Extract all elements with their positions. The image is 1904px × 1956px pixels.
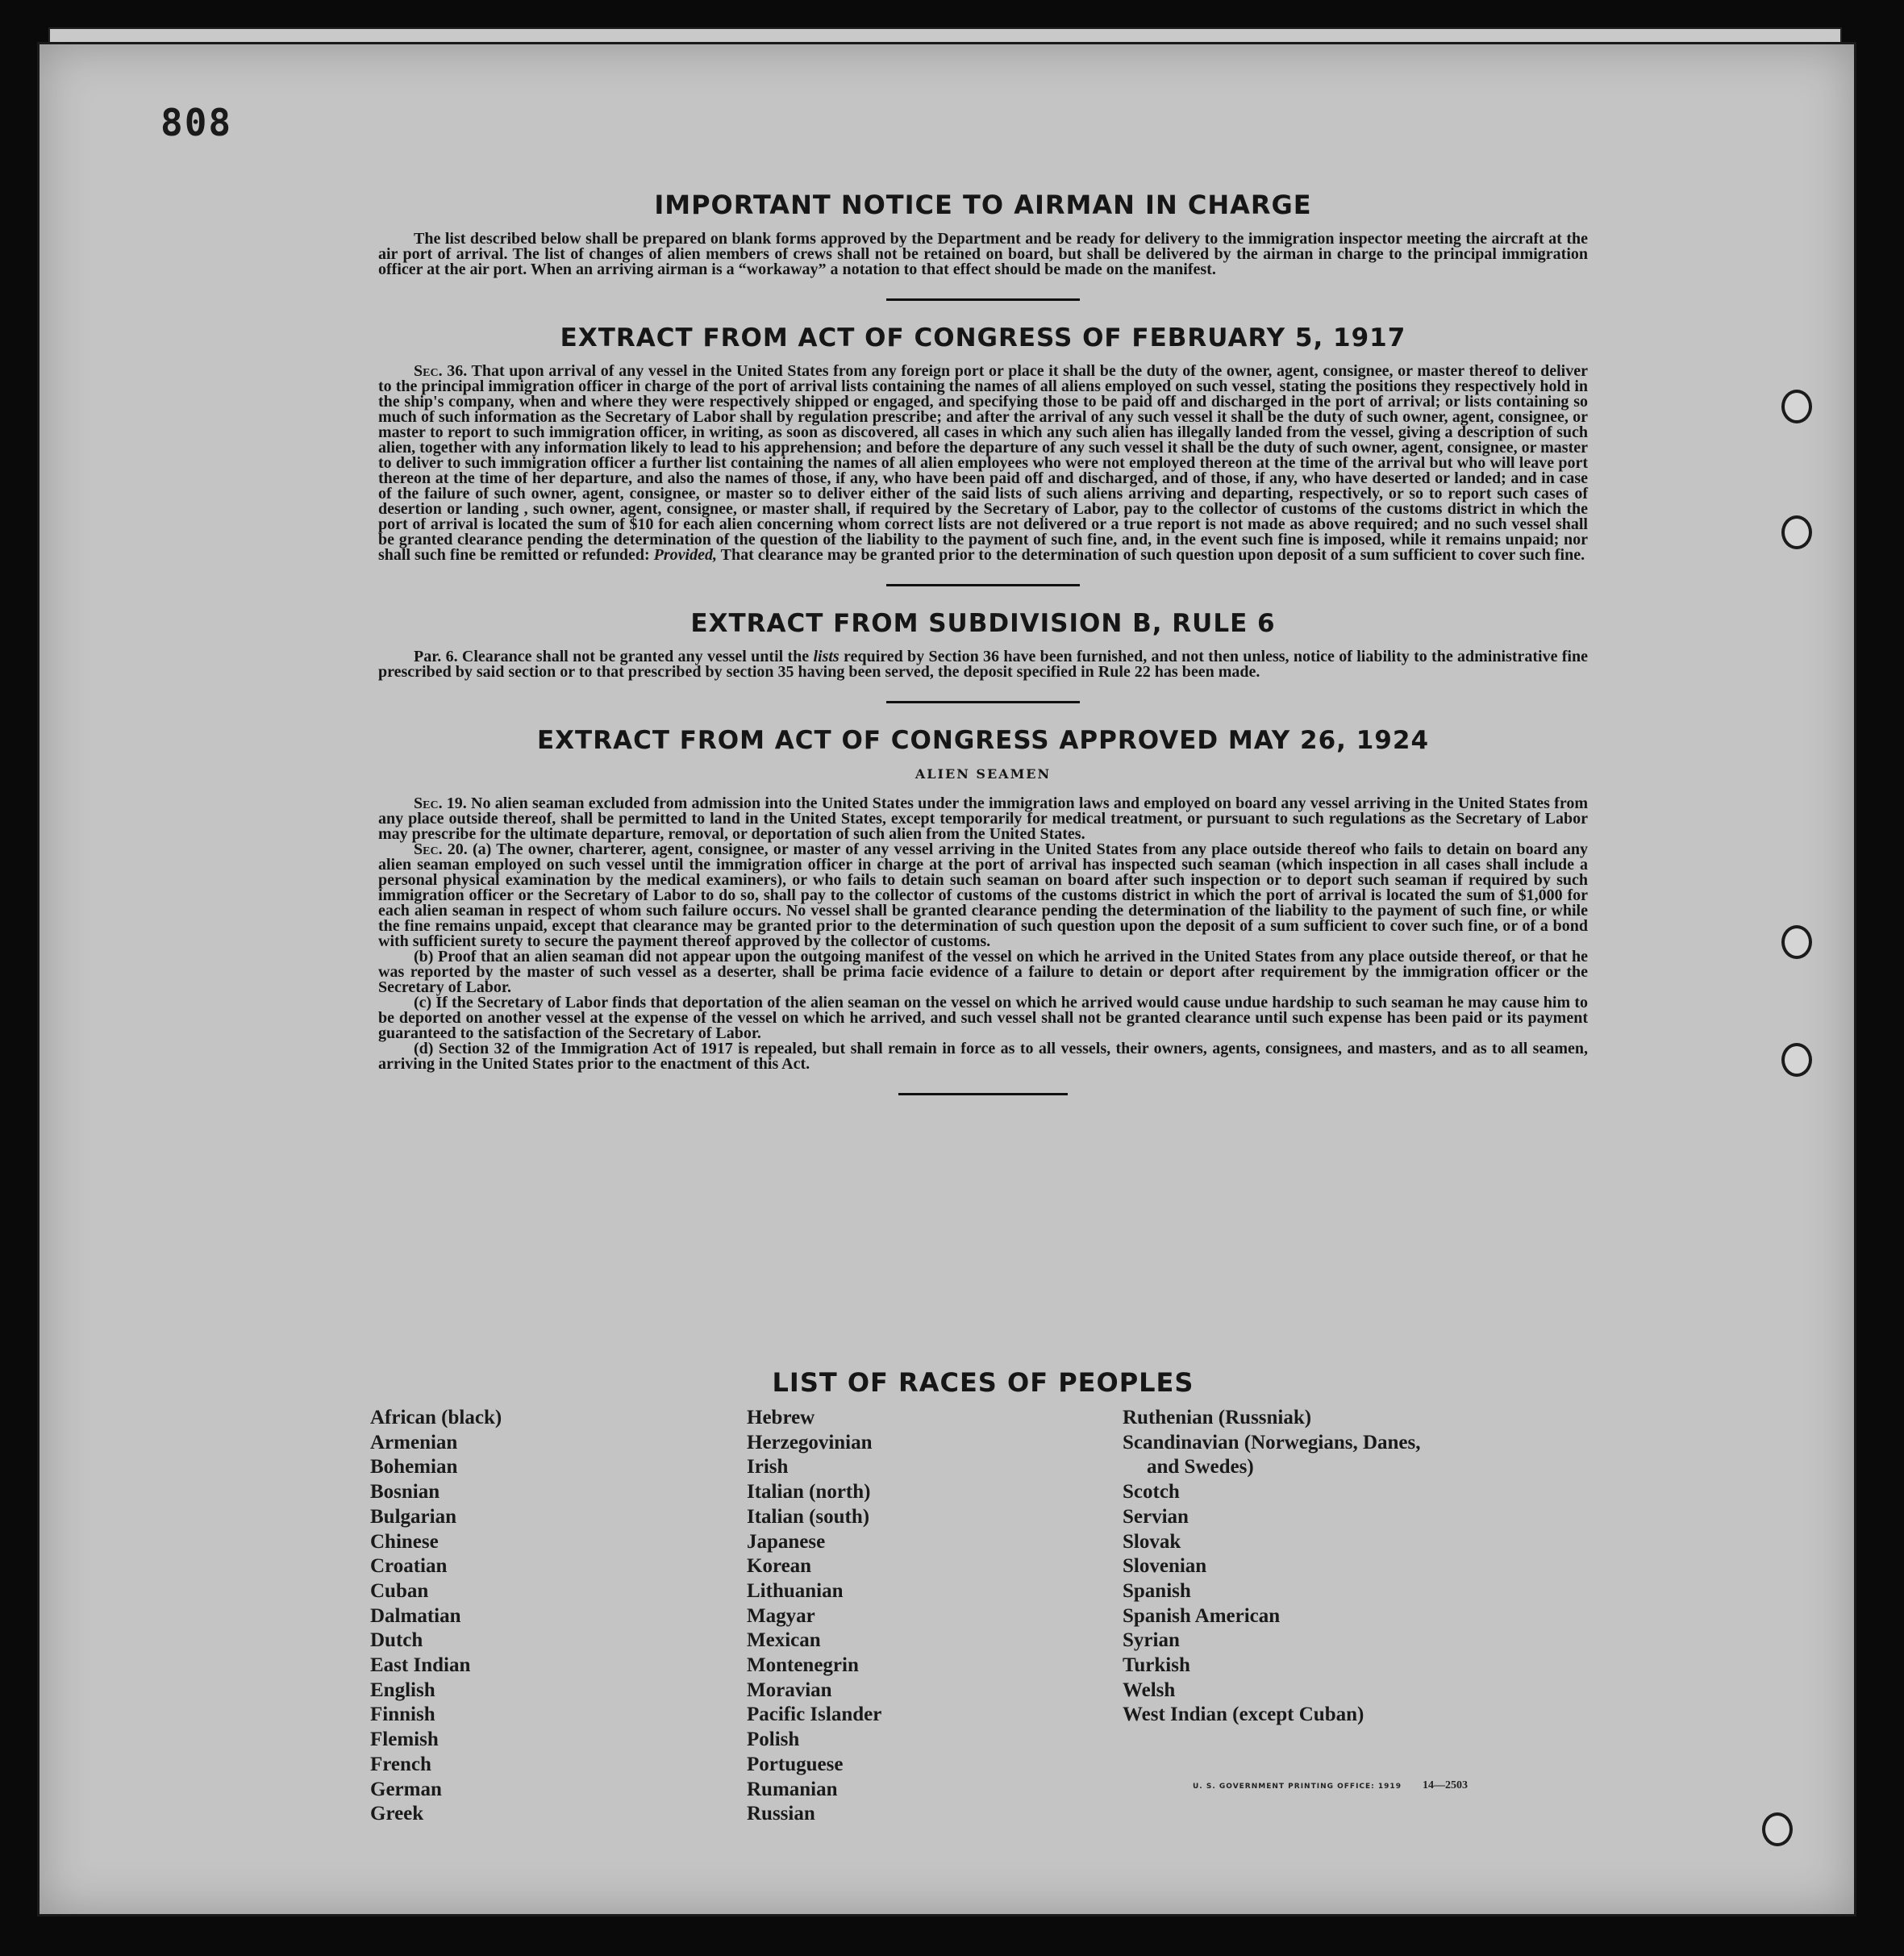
act-1917-section	[378, 323, 1588, 563]
race-item: Magyar	[747, 1604, 815, 1627]
binder-hole	[1781, 1043, 1812, 1077]
sec19-text: No alien seaman excluded from admission into the United States under the immigration laws and employed on board any vessel arriving in the United States from any place outside thereof, shall be permitted to land in the United States, except temporarily for medical treatment, or pursuant to such regulations as the Secretary of Labor may prescribe for the ultimate departure, removal, or deportation of such alien from the United States.	[378, 794, 1589, 843]
race-item: Welsh	[1123, 1679, 1176, 1701]
race-item: Dalmatian	[370, 1604, 461, 1627]
rule6-par6	[378, 649, 1588, 680]
act-1924-section	[378, 726, 1588, 1072]
sec20b-paragraph: (b) Proof that an alien seaman did not appear upon the outgoing manifest of the vessel on which he arrived in the United States from any place outside thereof, or that he was reported by the master of such vessel as a deserter, shall be prima facie evidence of a failure to detain or deport after requirement by the immigration officer or the Secretary of Labor.	[378, 948, 1588, 996]
race-item: Turkish	[1123, 1654, 1190, 1677]
races-title: LIST OF RACES OF PEOPLES	[772, 1367, 1194, 1398]
race-item: Spanish	[1123, 1579, 1191, 1602]
race-item: West Indian (except Cuban)	[1123, 1704, 1364, 1726]
sec20a-text: (a) The owner, charterer, agent, consignee, or master of any vessel arriving in the United States from any place outside thereof who fails to detain on board any alien seaman employed on such vessel until the immigration officer in charge at the port of arrival has inspected such seaman (which inspection in all cases shall include a personal physical examination by the medical examiners), or who fails to detain such seaman on board after such inspection or to deport such seaman if required by such immigration officer or the Secretary of Labor to do so, shall pay to the collector of customs of the customs district in which the port of arrival is located the sum of $1,000 for each alien seaman in respect of whom such failure occurs. No vessel shall be granted clearance pending the determination of the liability to the payment of such fine, or while the fine remains unpaid, except that clearance may be granted prior to the determination of such question upon the deposit of a sum sufficient to cover such fine, or of a bond with sufficient surety to secure the payment thereof approved by the collector of customs.	[378, 840, 1588, 950]
binder-hole	[1781, 515, 1812, 549]
notice-text: The list described below shall be prepared on blank forms approved by the Department and be ready for delivery to the immigration inspector meeting the aircraft at the air port of arrival. The list of changes of alien members of crews shall not be retained on board, but shall be delivered by the airman in charge to the principal immigration officer at the air port. When an arriving airman is a “workaway” a notation to that effect should be made on the manifest.	[378, 230, 1588, 278]
sec19-paragraph	[378, 796, 1588, 842]
sec19-label: Sec. 19.	[414, 794, 467, 812]
divider	[886, 584, 1080, 586]
race-item: Croatian	[370, 1555, 448, 1578]
race-item: Montenegrin	[747, 1654, 859, 1677]
race-item: Mexican	[747, 1629, 821, 1652]
sec20a-paragraph	[378, 842, 1588, 949]
rule6-title: EXTRACT FROM SUBDIVISION B, RULE 6	[690, 609, 1276, 638]
race-item: Herzegovinian	[747, 1431, 873, 1453]
race-item: Moravian	[747, 1679, 832, 1701]
notice-title: IMPORTANT NOTICE TO AIRMAN IN CHARGE	[654, 190, 1312, 220]
divider	[886, 701, 1080, 703]
race-item: East Indian	[370, 1654, 471, 1677]
lists-word: lists	[813, 648, 840, 665]
binder-hole	[1781, 925, 1812, 959]
race-item: Chinese	[370, 1530, 439, 1553]
rule6-text-a: Par. 6. Clearance shall not be granted any vessel until the	[414, 648, 810, 665]
binder-hole	[1781, 390, 1812, 423]
sec36-text-b: That clearance may be granted prior to the determination of such question upon deposit of a sum sufficient to cover such fine.	[720, 546, 1585, 564]
race-item: Armenian	[370, 1431, 458, 1453]
sec36-text-a: That upon arrival of any vessel in the United States from any foreign port or place it shall be the duty of the owner, agent, consignee, or master thereof to deliver to the principal immigration officer in charge of the port of arrival lists containing the names of all aliens employed on such vessel, stating the positions they respectively hold in the ship's company, when and where they were respectively shipped or engaged, and specifying those to be paid off and discharged in the port of arrival; or lists containing so much of such information as the Secretary of Labor shall by regulation prescribe; and after the arrival of any such vessel it shall be the duty of such owner, agent, consignee, or master to report to such immigration officer, in writing, as soon as discovered, all cases in which any such alien has illegally landed from the vessel, giving a description of such alien, together with any information likely to lead to his apprehension; and before the departure of any such vessel it shall be the duty of such owner, agent, consignee, or master to deliver to such immigration officer a further list containing the names of all alien employees who were not employed thereon at the time of the arrival but who will leave port thereon at the time of her departure, and also the names of those, if any, who have been paid off and discharged, and of those, if any, who have deserted or landed; and in case of the failure of such owner, agent, consignee, or master so to deliver either of the said lists of such aliens arriving and departing, respectively, or so to report such cases of desertion or landing , such owner, agent, consignee, or master shall, if required by the Secretary of Labor, pay to the collector of customs of the customs district in which the port of arrival is located the sum of $10 for each alien concerning whom correct lists are not delivered or a true report is not made as above required; and no such vessel shall be granted clearance pending the determination of the question of the liability to the payment of such fine, and, in the event such fine is imposed, while it remains unpaid; nor shall such fine be remitted or refunded:	[378, 362, 1588, 564]
race-item: Ruthenian (Russniak)	[1123, 1407, 1312, 1428]
races-section-title	[378, 1367, 1588, 1409]
sec36-label: Sec. 36.	[414, 362, 468, 380]
race-item: Finnish	[370, 1704, 435, 1726]
race-item: Greek	[370, 1803, 424, 1825]
race-item: Polish	[747, 1729, 800, 1751]
form-number: 14—2503	[1423, 1779, 1468, 1791]
race-item: Bosnian	[370, 1481, 440, 1503]
race-item: English	[370, 1679, 435, 1701]
races-column-2	[747, 1406, 881, 1827]
race-item: Lithuanian	[747, 1579, 844, 1602]
race-item: Japanese	[747, 1530, 826, 1553]
race-item: Flemish	[370, 1729, 439, 1751]
race-item: Slovak	[1123, 1530, 1181, 1553]
rule6-section	[378, 609, 1588, 680]
rule6-text-b: required by Section 36 have been furnished, and not then unless, notice of liability to the administrative fine prescribed by said section or to that prescribed by section 35 having been served, the deposit specified in Rule 22 has been made.	[378, 648, 1588, 681]
race-item: African (black)	[370, 1407, 502, 1428]
printing-office-imprint: U. S. GOVERNMENT PRINTING OFFICE: 1919	[1193, 1783, 1402, 1791]
race-item: Scandinavian (Norwegians, Danes,	[1123, 1431, 1421, 1453]
race-item: Hebrew	[747, 1407, 815, 1428]
race-item: Spanish American	[1123, 1604, 1281, 1627]
race-item: Servian	[1123, 1505, 1189, 1528]
race-item: Cuban	[370, 1579, 429, 1602]
page-number: 808	[160, 101, 233, 144]
act-1917-title: EXTRACT FROM ACT OF CONGRESS OF FEBRUARY 5, 1917	[560, 323, 1406, 352]
race-item: Russian	[747, 1803, 815, 1825]
races-column-3	[1123, 1406, 1421, 1728]
bleed-through	[1717, 214, 1725, 242]
document-page	[37, 42, 1856, 1916]
race-item: Korean	[747, 1555, 812, 1578]
race-item: Dutch	[370, 1629, 423, 1652]
divider	[898, 1093, 1068, 1095]
race-item: Syrian	[1123, 1629, 1180, 1652]
race-item: German	[370, 1778, 442, 1800]
sec20c-paragraph: (c) If the Secretary of Labor finds that deportation of the alien seaman on the vessel on which he arrived would cause undue hardship to such seaman he may cause him to be deported on another vessel at the expense of the vessel on which he arrived, and such vessel shall not be granted clearance until such expense has been paid or its payment guaranteed to the satisfaction of the Secretary of Labor.	[378, 994, 1588, 1042]
notice-section	[378, 190, 1588, 277]
race-item: Italian (south)	[747, 1505, 870, 1528]
race-item: Portuguese	[747, 1753, 844, 1775]
race-item: Pacific Islander	[747, 1704, 882, 1726]
provided-word: Provided,	[653, 546, 717, 564]
race-item: Bulgarian	[370, 1505, 456, 1528]
race-item: and Swedes)	[1147, 1456, 1254, 1478]
race-item: Rumanian	[747, 1778, 838, 1800]
sec20d-paragraph: (d) Section 32 of the Immigration Act of 1917 is repealed, but shall remain in force as to all vessels, their owners, agents, consignees, and masters, and as to all seamen, arriving in the United States prior to the enactment of this Act.	[378, 1040, 1588, 1073]
alien-seamen-heading: ALIEN SEAMEN	[915, 766, 1052, 782]
race-item: Scotch	[1123, 1481, 1180, 1503]
race-item: Italian (north)	[747, 1481, 871, 1503]
act-1917-sec36	[378, 364, 1588, 563]
race-item: French	[370, 1753, 431, 1775]
sec20-label: Sec. 20.	[414, 840, 468, 858]
binder-hole	[1762, 1812, 1793, 1846]
race-item: Slovenian	[1123, 1555, 1207, 1578]
race-item: Bohemian	[370, 1456, 458, 1478]
divider	[886, 298, 1080, 301]
race-item: Irish	[747, 1456, 789, 1478]
races-column-1	[370, 1406, 502, 1827]
act-1924-title: EXTRACT FROM ACT OF CONGRESS APPROVED MAY 26, 1924	[536, 726, 1430, 755]
